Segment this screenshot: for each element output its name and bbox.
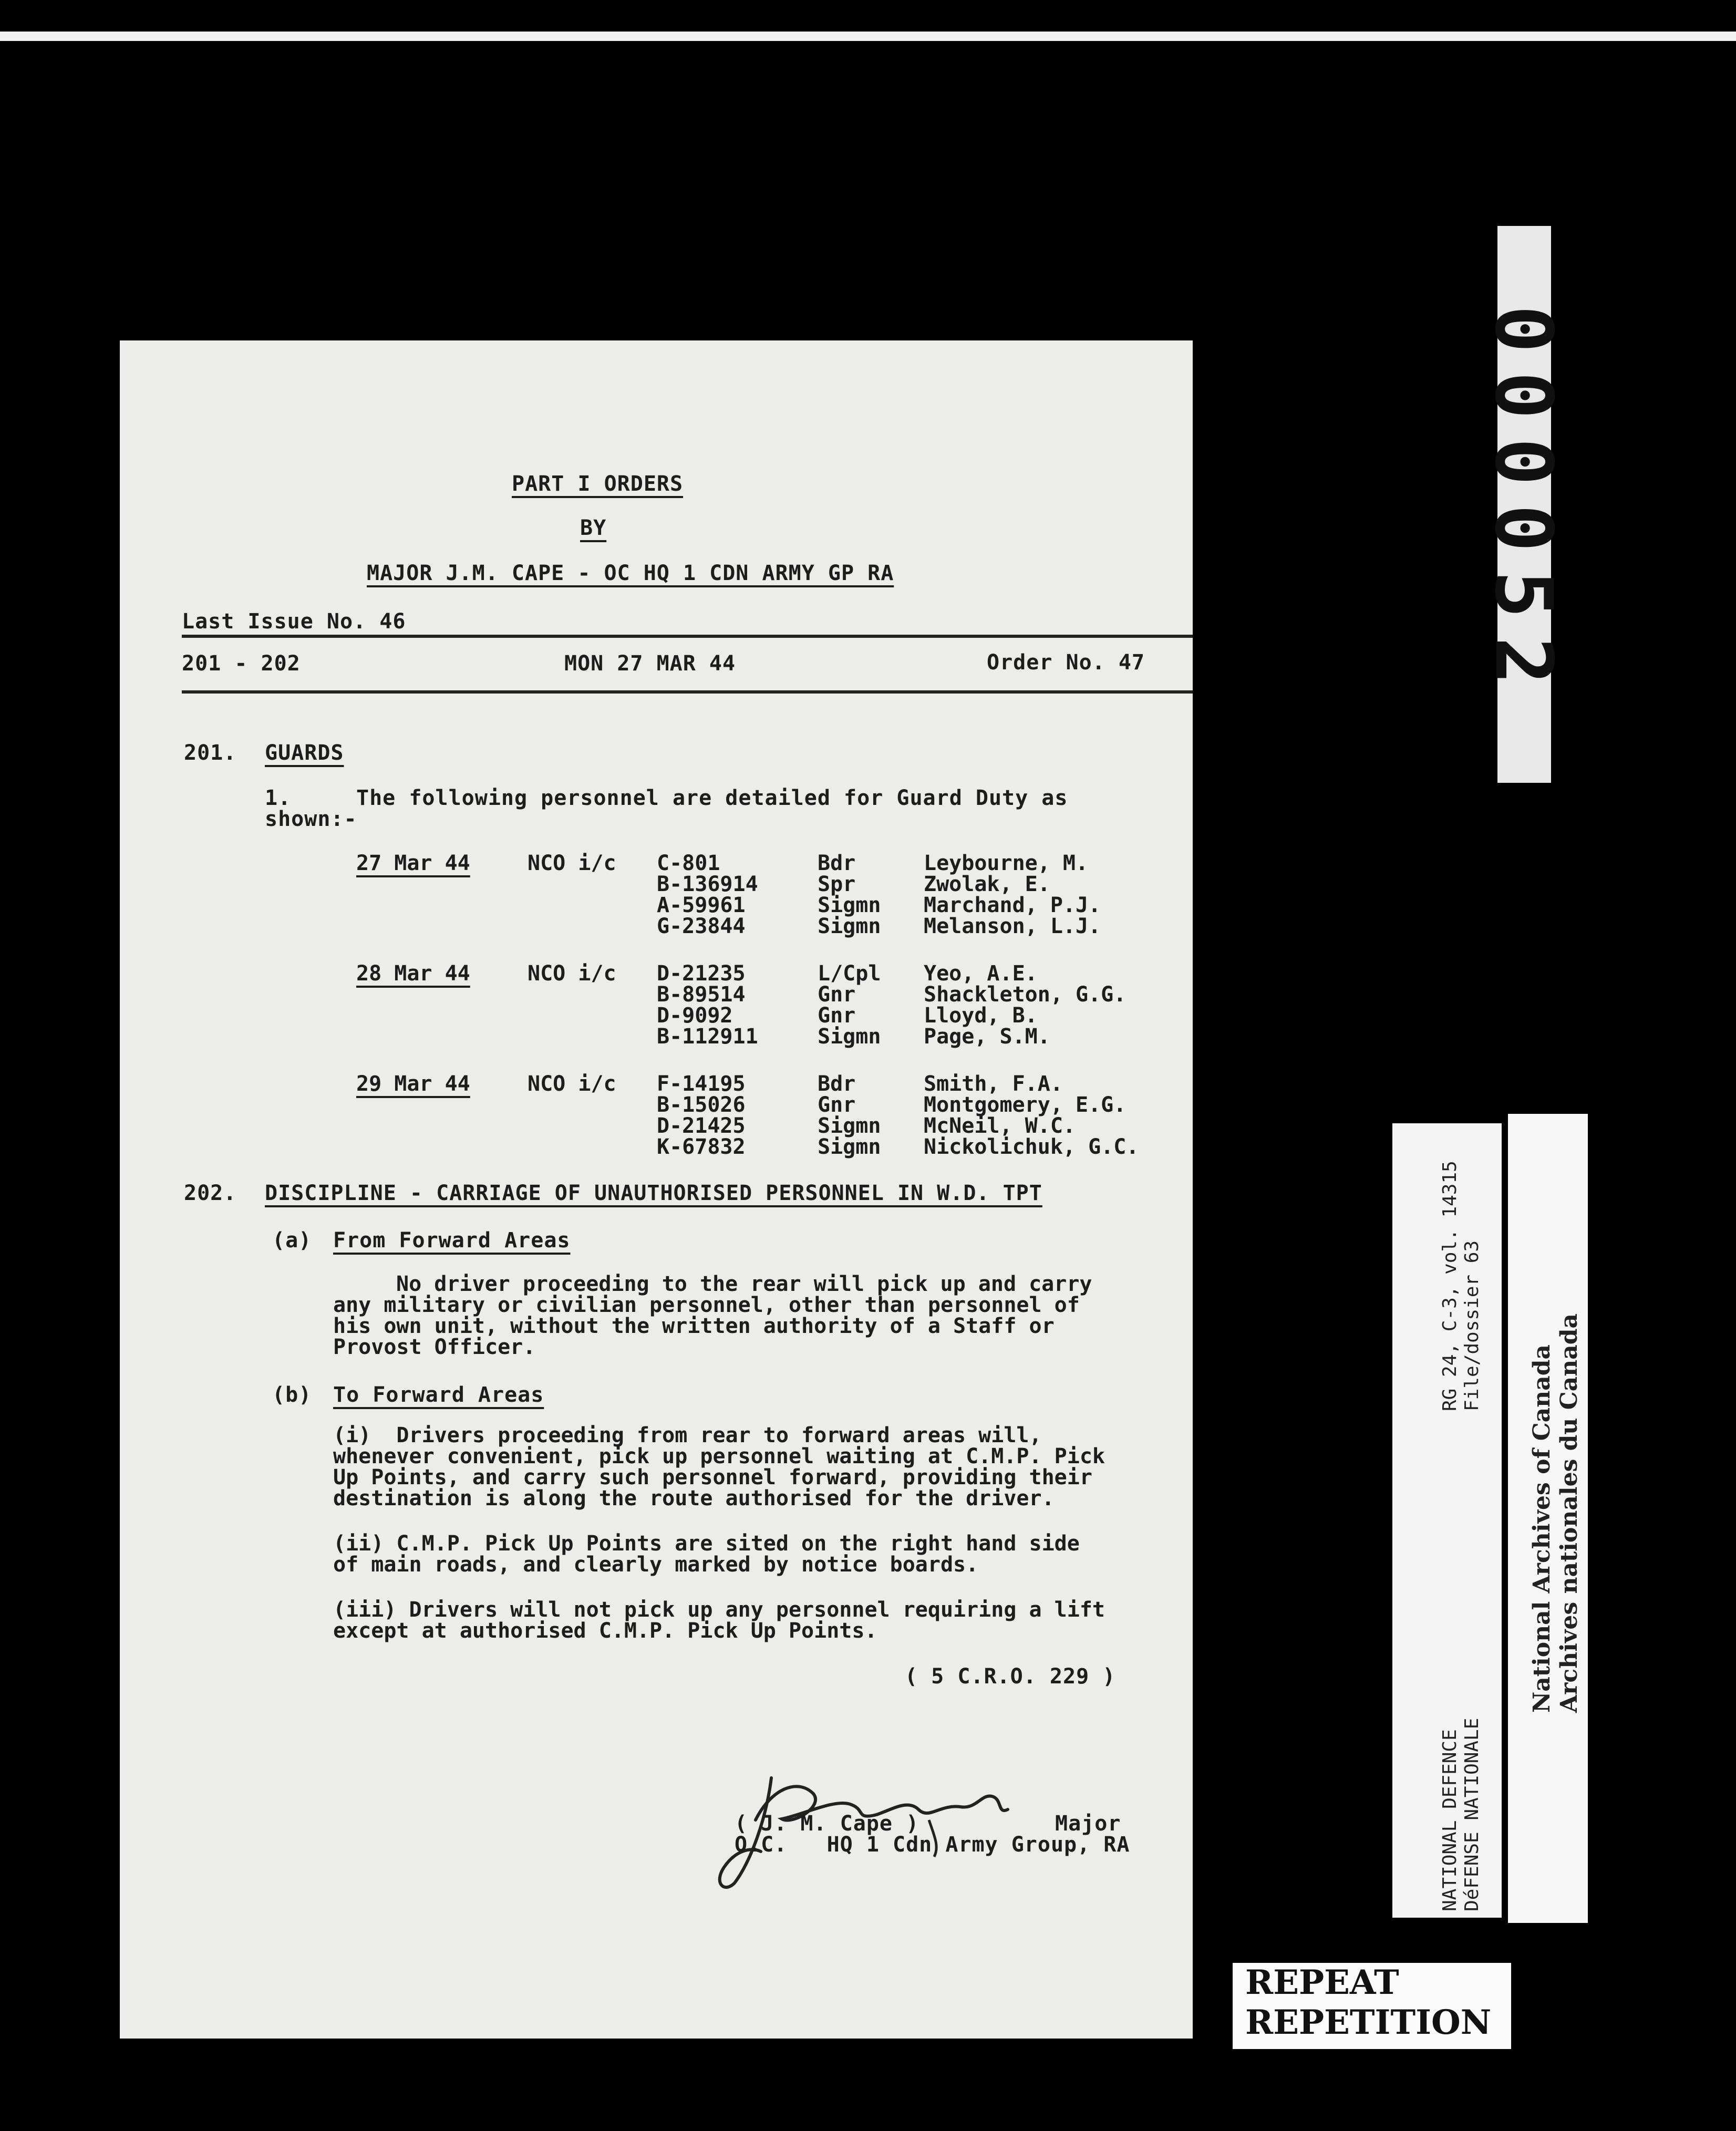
section-201-title: GUARDS [265, 741, 344, 765]
sub-a-line: No driver proceeding to the rear will pick up and carry [396, 1272, 1092, 1296]
sub-b-ii-line: (ii) C.M.P. Pick Up Points are sited on the right hand side [333, 1532, 1080, 1556]
sub-b-i-line: Up Points, and carry such personnel forward, providing their [333, 1465, 1092, 1489]
signatory-rank: Major [1055, 1812, 1121, 1836]
last-issue: Last Issue No. 46 [182, 609, 406, 634]
section-202-title: DISCIPLINE - CARRIAGE OF UNAUTHORISED PERSONNEL IN W.D. TPT [265, 1181, 1042, 1205]
person-name: Montgomery, E.G. [924, 1093, 1127, 1117]
rank: Sigmn [818, 914, 881, 938]
archives-label [1508, 1114, 1588, 1923]
sub-a-line: Provost Officer. [333, 1335, 536, 1359]
service-number: B-136914 [657, 872, 758, 896]
service-number: B-15026 [657, 1093, 746, 1117]
person-name: Lloyd, B. [924, 1004, 1038, 1028]
guard-role: NCO i/c [528, 851, 616, 875]
rank: Spr [818, 872, 856, 896]
archive-reference-label [1392, 1123, 1502, 1918]
person-name: Nickolichuk, G.C. [924, 1135, 1139, 1159]
rank: Gnr [818, 1004, 856, 1028]
signatory-name: ( J. M. Cape ) [735, 1812, 919, 1836]
service-number: F-14195 [657, 1072, 746, 1096]
section-201-number: 201. [184, 741, 237, 765]
service-number: D-9092 [657, 1004, 733, 1028]
person-name: Marchand, P.J. [924, 893, 1101, 917]
person-name: Melanson, L.J. [924, 914, 1101, 938]
rank: L/Cpl [818, 961, 881, 986]
film-top-edge [0, 32, 1736, 41]
repeat-line2: REPETITION [1245, 2003, 1492, 2042]
repeat-line1: REPEAT [1245, 1963, 1399, 2002]
signatory-unit: O.C. HQ 1 Cdn Army Group, RA [735, 1833, 1130, 1857]
sub-a-line: any military or civilian personnel, other than personnel of [333, 1293, 1080, 1317]
archive-ref-line2: File/dossier 63 [1461, 1240, 1483, 1411]
guard-row [120, 1135, 1193, 1161]
guard-date: 28 Mar 44 [356, 961, 470, 986]
sub-b-label: (b) [272, 1383, 312, 1407]
rank: Gnr [818, 1093, 856, 1117]
guard-role: NCO i/c [528, 1072, 616, 1096]
service-number: B-89514 [657, 982, 746, 1007]
rank: Sigmn [818, 1135, 881, 1159]
rank: Sigmn [818, 1114, 881, 1138]
sub-b-i-line: destination is along the route authorised for the driver. [333, 1486, 1055, 1511]
repeat-stamp [1233, 1963, 1511, 2049]
person-name: McNeil, W.C. [924, 1114, 1076, 1138]
archives-en: National Archives of Canada [1528, 1344, 1555, 1713]
frame-number-stamp [1477, 226, 1569, 783]
rule-top [182, 635, 1193, 638]
order-date: MON 27 MAR 44 [564, 651, 736, 676]
sub-b-i-line: (i) Drivers proceeding from rear to forward areas will, [333, 1423, 1042, 1447]
service-number: D-21235 [657, 961, 746, 986]
guard-date: 29 Mar 44 [356, 1072, 470, 1096]
rule-bottom [182, 690, 1193, 694]
title-issuer: MAJOR J.M. CAPE - OC HQ 1 CDN ARMY GP RA [367, 561, 894, 585]
archive-dept-line2: DéFENSE NATIONALE [1461, 1718, 1483, 1911]
title-by: BY [580, 516, 607, 540]
archive-dept-line1: NATIONAL DEFENCE [1439, 1729, 1461, 1911]
rank: Bdr [818, 851, 856, 875]
service-number: C-801 [657, 851, 720, 875]
sub-a-label: (a) [272, 1228, 312, 1253]
service-number: A-59961 [657, 893, 746, 917]
person-name: Yeo, A.E. [924, 961, 1038, 986]
service-number: K-67832 [657, 1135, 746, 1159]
guard-row [120, 1025, 1193, 1051]
s201-para-line1: The following personnel are detailed for Guard Duty as [356, 786, 1068, 810]
order-range: 201 - 202 [182, 651, 301, 676]
title-part-orders: PART I ORDERS [512, 472, 684, 496]
sub-b-title: To Forward Areas [333, 1383, 544, 1407]
archive-ref-line1: RG 24, C-3, vol. 14315 [1439, 1161, 1461, 1411]
sub-b-ii-line: of main roads, and clearly marked by notice boards. [333, 1553, 979, 1577]
service-number: G-23844 [657, 914, 746, 938]
order-number: Order No. 47 [987, 650, 1145, 675]
sub-b-iii-line: (iii) Drivers will not pick up any personnel requiring a lift [333, 1598, 1105, 1622]
person-name: Smith, F.A. [924, 1072, 1063, 1096]
section-202-number: 202. [184, 1181, 237, 1205]
sub-b-i-line: whenever convenient, pick up personnel waiting at C.M.P. Pick [333, 1444, 1105, 1468]
person-name: Shackleton, G.G. [924, 982, 1127, 1007]
person-name: Page, S.M. [924, 1025, 1050, 1049]
document-page [120, 340, 1193, 2039]
archives-fr: Archives nationales du Canada [1556, 1313, 1583, 1713]
guard-row [120, 914, 1193, 940]
guard-role: NCO i/c [528, 961, 616, 986]
person-name: Leybourne, M. [924, 851, 1089, 875]
s201-para-line2: shown:- [265, 807, 357, 831]
sub-a-line: his own unit, without the written authority of a Staff or [333, 1314, 1055, 1338]
rank: Bdr [818, 1072, 856, 1096]
cro-reference: ( 5 C.R.O. 229 ) [905, 1664, 1116, 1689]
rank: Sigmn [818, 893, 881, 917]
person-name: Zwolak, E. [924, 872, 1050, 896]
rank: Gnr [818, 982, 856, 1007]
service-number: B-112911 [657, 1025, 758, 1049]
rank: Sigmn [818, 1025, 881, 1049]
s201-para-number: 1. [265, 786, 292, 810]
sub-b-iii-line: except at authorised C.M.P. Pick Up Points. [333, 1619, 877, 1643]
sub-a-title: From Forward Areas [333, 1228, 571, 1253]
guard-date: 27 Mar 44 [356, 851, 470, 875]
service-number: D-21425 [657, 1114, 746, 1138]
frame-number: 000052 [1477, 305, 1569, 704]
